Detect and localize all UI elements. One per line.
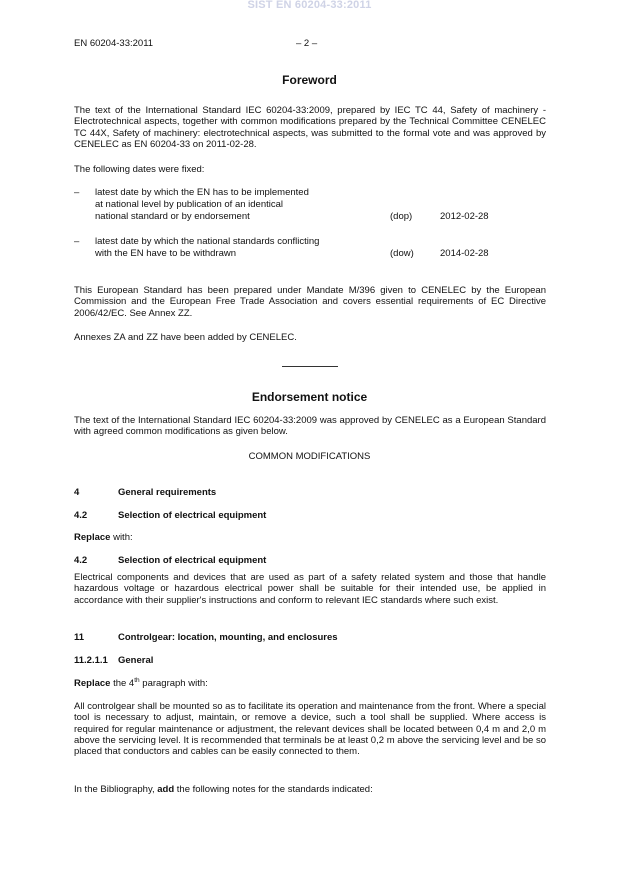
replace-text: the 4 — [110, 678, 135, 689]
clause-number: 4 — [74, 487, 80, 498]
clause-title: General requirements — [118, 487, 217, 498]
clause-title: Selection of electrical equipment — [118, 510, 267, 521]
clause-number: 4.2 — [74, 510, 88, 521]
add-keyword: add — [157, 784, 175, 795]
header-page-number: – 2 – — [296, 38, 318, 49]
replace-text: paragraph with: — [139, 678, 208, 689]
date-item-text-line: latest date by which the national standards conflicting — [95, 236, 320, 247]
date-item-text-line: latest date by which the EN has to be implemented — [95, 187, 309, 198]
endorsement-paragraph: The text of the International Standard IEC 60204-33:2009 was approved by CENELEC as a European Standard with agreed common modifications as given below. — [74, 415, 546, 438]
clause-number: 11 — [74, 632, 85, 643]
foreword-paragraph-2: The following dates were fixed: — [74, 164, 205, 175]
replace-instruction — [74, 532, 133, 543]
clause-title: Controlgear: location, mounting, and enclosures — [118, 632, 338, 643]
clause-number: 11.2.1.1 — [74, 655, 108, 666]
date-value: 2014-02-28 — [440, 248, 489, 259]
foreword-title: Foreword — [282, 73, 337, 87]
clause-4-2-text: Electrical components and devices that are used as part of a safety related system and those that handle hazardous voltage or hazardous electrical power shall be suitable for their intended use, be applied in accordance with their supplier's instructions and conform to relevant IEC standards where such exist. — [74, 572, 546, 606]
date-value: 2012-02-28 — [440, 211, 489, 222]
section-divider — [282, 366, 338, 367]
foreword-paragraph-1: The text of the International Standard IEC 60204-33:2009, prepared by IEC TC 44, Safety of machinery - Electrotechnical aspects, together with common modifications prepared by the Technical Committee CENELEC TC 44X, Safety of machinery: electrotechnical aspects, was submitted to the formal vote and was approved by CENELEC as EN 60204-33 on 2011-02-28. — [74, 105, 546, 150]
replace-keyword: Replace — [74, 678, 111, 689]
replace-keyword: Replace — [74, 532, 111, 543]
foreword-paragraph-3: This European Standard has been prepared under Mandate M/396 given to CENELEC by the European Commission and the European Free Trade Association and covers essential requirements of EC Directive 2006/42/EC. See Annex ZZ. — [74, 285, 546, 319]
date-item-text-line: with the EN have to be withdrawn — [95, 248, 236, 259]
clause-11-2-1-1-text: All controlgear shall be mounted so as to facilitate its operation and maintenance from the front. Where a special tool is necessary to adjust, maintain, or remove a device, such a tool shall be supplied. Where access is required for regular maintenance or adjustment, the relevant devices shall be located between 0,4 m and 2,0 m above the servicing level. It is recommended that terminals be at least 0,2 m above the servicing level and be so placed that conductors and cables can be easily connected to them. — [74, 701, 546, 758]
replace-text: with: — [110, 532, 133, 543]
common-modifications-heading: COMMON MODIFICATIONS — [248, 451, 371, 462]
replace-instruction-2 — [74, 678, 208, 689]
list-dash: – — [74, 236, 80, 247]
clause-number: 4.2 — [74, 555, 88, 566]
clause-title: Selection of electrical equipment — [118, 555, 267, 566]
bibliography-text: In the Bibliography, — [74, 784, 158, 795]
date-code: (dop) — [390, 211, 413, 222]
date-item-text-line: at national level by publication of an identical — [95, 199, 284, 210]
header-document-id: EN 60204-33:2011 — [74, 38, 154, 49]
clause-title: General — [118, 655, 154, 666]
watermark-text: SIST EN 60204-33:2011 — [247, 0, 372, 11]
endorsement-title: Endorsement notice — [251, 390, 368, 404]
list-dash: – — [74, 187, 80, 198]
date-item-text-line: national standard or by endorsement — [95, 211, 250, 222]
ordinal-suffix: th — [134, 677, 140, 684]
bibliography-text: the following notes for the standards indicated: — [174, 784, 373, 795]
date-code: (dow) — [390, 248, 414, 259]
bibliography-instruction — [74, 784, 373, 795]
foreword-paragraph-4: Annexes ZA and ZZ have been added by CENELEC. — [74, 332, 297, 343]
